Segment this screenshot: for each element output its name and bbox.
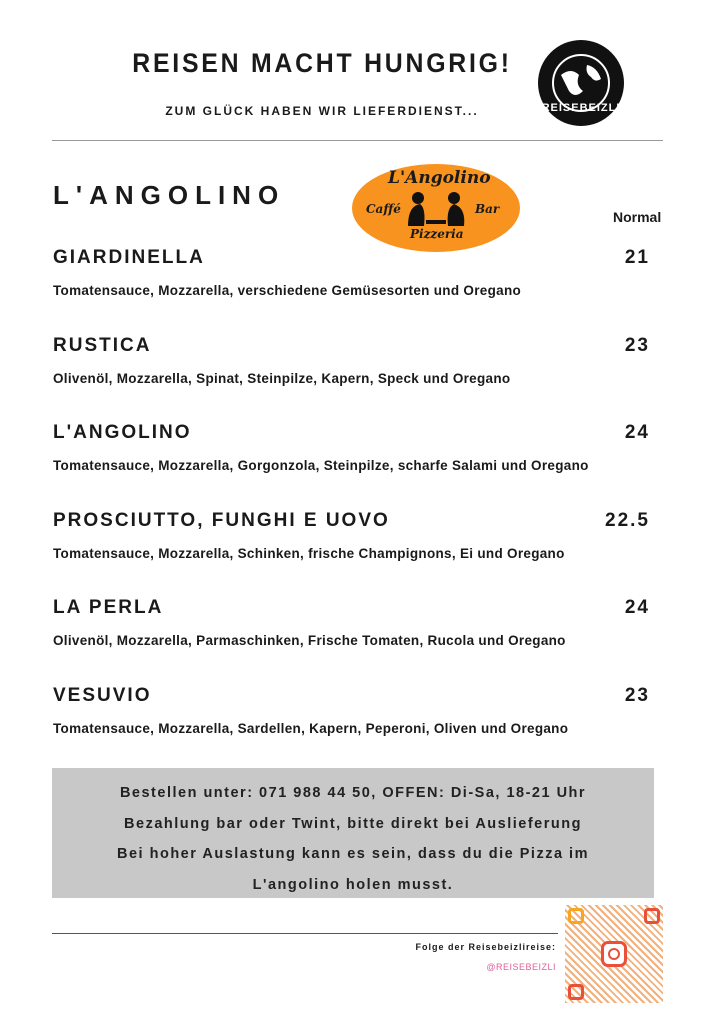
menu-item: [53, 597, 650, 648]
item-description: Tomatensauce, Mozzarella, verschiedene Gemüsesorten und Oregano: [53, 283, 522, 298]
info-line: L'angolino holen musst.: [252, 876, 454, 893]
menu-item: [53, 247, 650, 298]
qr-corner: [568, 984, 584, 1000]
item-price: 23: [624, 684, 650, 706]
item-description: Tomatensauce, Mozzarella, Sardellen, Kapern, Peperoni, Oliven und Oregano: [53, 720, 569, 736]
item-name: VESUVIO: [53, 684, 152, 706]
item-description: Tomatensauce, Mozzarella, Gorgonzola, Steinpilze, scharfe Salami und Oregano: [53, 458, 589, 473]
item-price: 24: [624, 422, 650, 443]
item-price: 24: [624, 597, 650, 618]
logo-bottom: Pizzeria: [410, 227, 464, 241]
badge-text: REISEBEIZLI: [541, 102, 621, 114]
menu-item: [53, 510, 650, 561]
item-price: 21: [624, 247, 650, 268]
menu-item: [53, 685, 650, 736]
reisebeizli-logo: [538, 40, 624, 126]
info-line: Bestellen unter: 071 988 44 50, OFFEN: Di-Sa, 18-21 Uhr: [119, 785, 587, 801]
menu-item: [53, 335, 650, 386]
qr-corner: [568, 908, 584, 924]
page-title: REISEN MACHT HUNGRIG!: [132, 48, 512, 78]
info-box: [52, 768, 654, 898]
page-subtitle: ZUM GLÜCK HABEN WIR LIEFERDIENST...: [165, 104, 479, 118]
item-name: PROSCIUTTO, FUNGHI E UOVO: [53, 509, 390, 531]
footer-divider: [52, 933, 558, 934]
item-price: 23: [624, 334, 650, 356]
divider: [52, 140, 663, 141]
item-price: 22.5: [605, 509, 650, 531]
item-name: LA PERLA: [53, 597, 164, 618]
restaurant-name: L'ANGOLINO: [53, 180, 286, 210]
menu-item: [53, 422, 650, 473]
logo-left: Caffé: [366, 202, 401, 216]
info-line: Bei hoher Auslastung kann es sein, dass du die Pizza im: [117, 846, 589, 862]
logo-name: L'Angolino: [388, 168, 491, 188]
item-name: L'ANGOLINO: [53, 422, 192, 443]
info-line: Bezahlung bar oder Twint, bitte direkt bei Auslieferung: [124, 815, 582, 832]
item-name: RUSTICA: [53, 334, 152, 356]
item-description: Olivenöl, Mozzarella, Parmaschinken, Frische Tomaten, Rucola und Oregano: [53, 633, 566, 648]
item-name: GIARDINELLA: [53, 247, 205, 268]
instagram-qr-code[interactable]: [565, 905, 663, 1003]
couple-silhouette-icon: [404, 190, 468, 226]
instagram-icon: [601, 941, 627, 967]
logo-right: Bar: [475, 202, 500, 216]
angolino-logo: [352, 164, 520, 252]
size-label: Normal: [613, 209, 662, 225]
instagram-handle[interactable]: @REISEBEIZLI: [486, 962, 556, 972]
qr-corner: [644, 908, 660, 924]
follow-text: Folge der Reisebeizlireise:: [415, 942, 556, 952]
item-description: Tomatensauce, Mozzarella, Schinken, frische Champignons, Ei und Oregano: [53, 545, 565, 561]
item-description: Olivenöl, Mozzarella, Spinat, Steinpilze, Kapern, Speck und Oregano: [53, 370, 511, 386]
